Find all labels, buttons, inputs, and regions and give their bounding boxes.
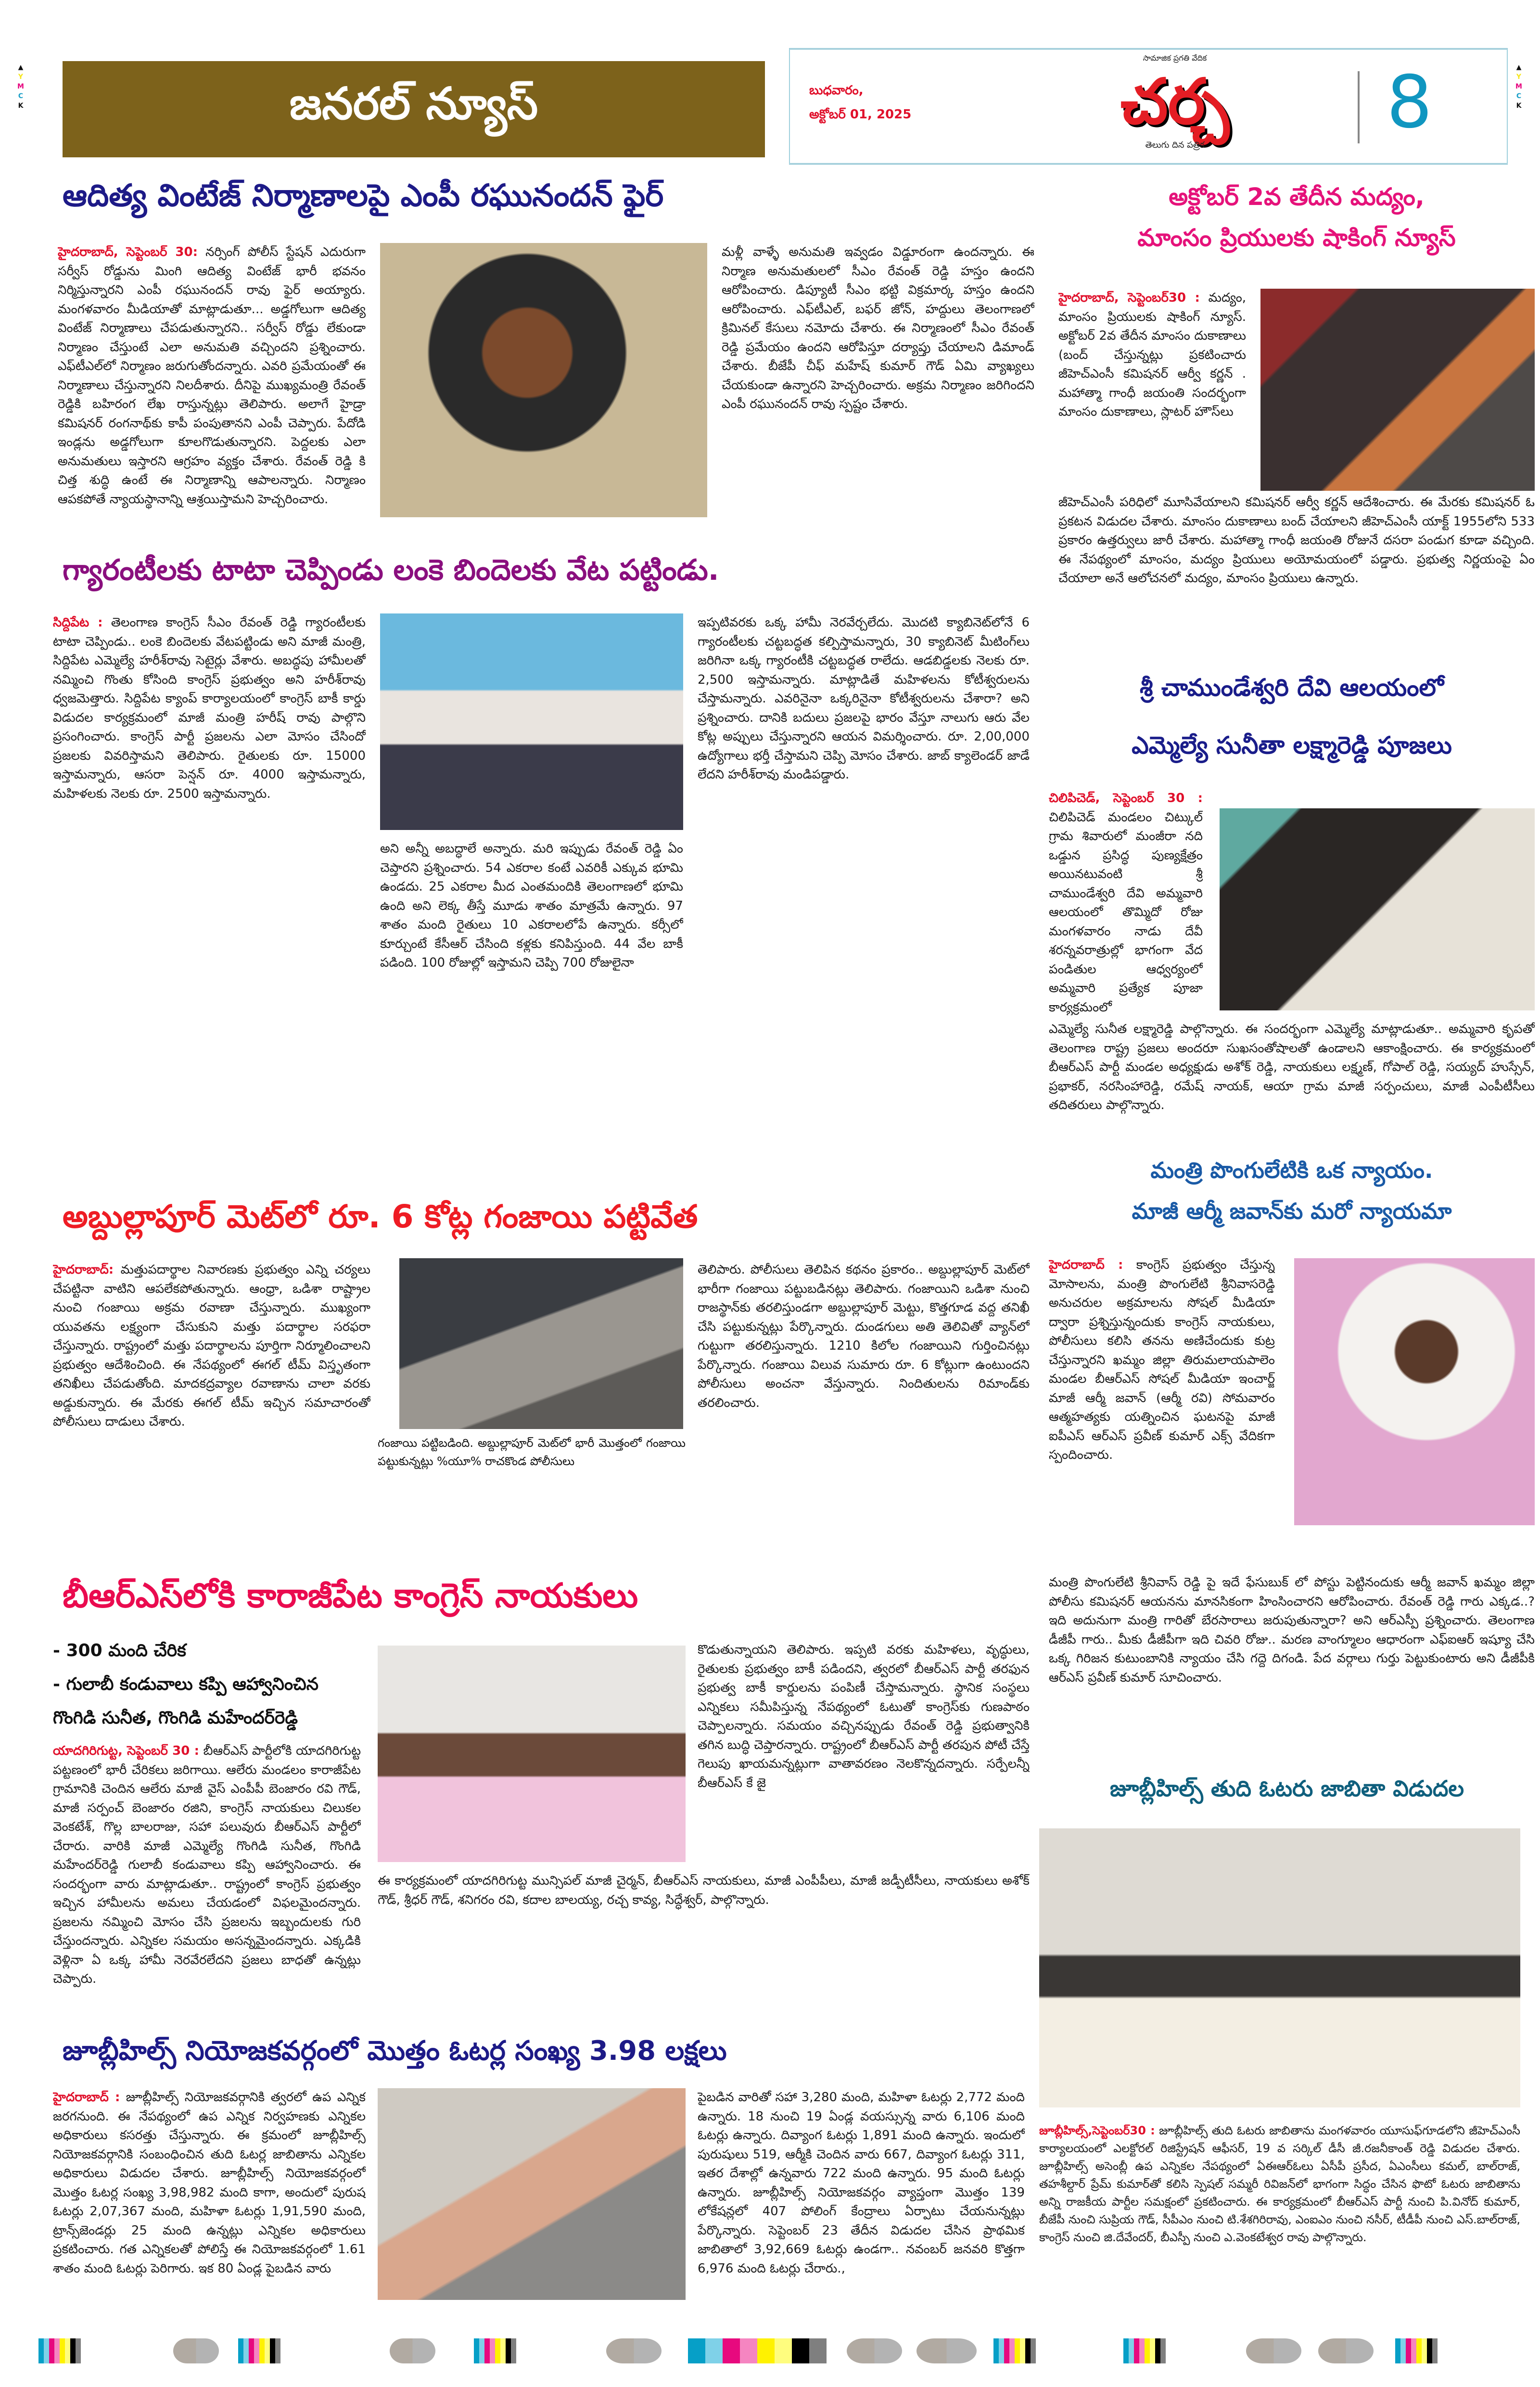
article-body <box>1049 789 1203 1015</box>
color-calibration-bar <box>1123 2338 1166 2363</box>
headline-jubilee-final-list: జూబ్లీహిల్స్ తుది ఓటరు జాబితా విడుదల <box>1110 1775 1464 1801</box>
article-text: పైబడిన వారితో సహా 3,280 మంది, మహిళా ఓటర్లు 2,772 మంది ఉన్నారు. 18 నుంచి 19 ఏండ్ల వయస్సున్న వారు 6,106 మంది ఓటర్లు ఉన్నారు. దివ్యాంగ ఓటర్లు 1,891 మంది ఉన్నారు. ఇందులో పురుషులు 519, ఆర్మీకి చెందిన వారు 667, దివ్యాంగ ఓటర్లు 311, ఇతర దేశాల్లో ఉన్నవారు 722 మంది ఉన్నారు. 95 మంది ఓటర్లు ఉన్నారు. జూబ్లీహిల్స్ నియోజకవర్గం వ్యాప్తంగా మొత్తం 139 లోకేషన్లలో 407 పోలింగ్ కేంద్రాలు ఏర్పాటు చేయనున్నట్లు పేర్కొన్నారు. సెప్టెంబర్ 23 తేదీన విడుదల చేసిన ప్రాథమిక జాబితాలో 3,92,669 ఓటర్లు ఉండగా.. నవంబర్ జనవరి కొత్తగా 6,976 మంది ఓటర్లు చేరారు., <box>698 2090 1025 2276</box>
dateline: హైదరాబాద్, సెప్టెంబర్ 30: <box>58 245 198 259</box>
article-body <box>698 1261 1030 1569</box>
article-text: చిలిపిచెడ్ మండలం చిట్కుల్ గ్రామ శివారులో మంజీరా నది ఒడ్డున ప్రసిద్ధ పుణ్యక్షేత్రం అయినటువంటి శ్రీ చాముండేశ్వరి దేవి అమ్మవారి ఆలయంలో తొమ్మిదో రోజు మంగళవారం నాడు దేవీ శరన్నవరాత్రుల్లో భాగంగా వేద పండితుల ఆధ్వర్యంలో అమ్మవారి ప్రత్యేక పూజా కార్యక్రమంలో <box>1049 810 1203 1015</box>
photo-caption: గంజాయి పట్టిబడింది. అబ్దుల్లాపూర్ మెట్‌లో భారీ మొత్తంలో గంజాయి పట్టుకున్నట్లు %యూ% రాచకొండ పోలీసులు <box>378 1436 686 1468</box>
article-body <box>378 1872 1030 2016</box>
logo-tagline: సామాజిక ప్రగతి వేదిక <box>1143 53 1207 63</box>
article-text: అని అన్నీ అబద్ధాలే అన్నారు. మరి ఇప్పుడు రేవంత్ రెడ్డి ఏం చెప్తారని ప్రశ్నించారు. 54 ఎకరాల కంటే ఎవరికీ ఎక్కువ భూమి ఉండదు. 25 ఎకరాల మీద ఎంతమందికి తెలంగాణలో భూమి ఉంది అని లెక్క తీస్తే మూడు శాతం మాత్రమే ఉన్నారు. 97 శాతం మంది రైతులు 10 ఎకరాలలోపే ఉన్నారు. కర్సీలో కూర్చుంటే కేసీఆర్ చేసింది కళ్లకు కనిపిస్తుంది. 44 వేల బాకీ పడింది. 100 రోజుల్లో ఇస్తామని చెప్పి 700 రోజులైనా <box>380 842 683 970</box>
article-body <box>1049 1020 1535 1150</box>
highlight-bullet: - 300 మంది చేరిక <box>53 1641 186 1660</box>
gray-patch <box>1246 2338 1301 2363</box>
article-body <box>698 2088 1025 2300</box>
registration-mark-left: ▲ Y M C K <box>17 64 24 110</box>
headline-karajipeta: బీఆర్ఎస్‌లోకి కారాజీపేట కాంగ్రెస్ నాయకులు <box>63 1576 638 1615</box>
headline-october-2-line2: మాంసం ప్రియులకు షాకింగ్ న్యూస్ <box>1137 224 1456 252</box>
photo-party-joining <box>378 1646 686 1862</box>
dateline: హైదరాబాద్ : <box>1049 1258 1123 1272</box>
logo-group <box>1040 53 1310 159</box>
article-text: మళ్లీ వాళ్ళే అనుమతి ఇవ్వడం విడ్డూరంగా ఉందన్నారు. ఈ నిర్మాణ అనుమతులలో సీఎం రేవంత్ రెడ్డి హస్తం ఉందని ఆరోపించారు. డిప్యూటీ సీఎం భట్టి విక్రమార్క హస్తం ఉందని ఆరోపించారు. ఎఫ్‌టీఎల్‌, బఫర్ జోన్, హద్దులు తెలంగాణలో క్రిమినల్ కేసులు నమోదు చేశారు. ఈ నిర్మాణంలో సీఎం రేవంత్ రెడ్డి ప్రమేయం ఉందని ఆరోపిస్తూ దర్యాప్తు చేయాలని డిమాండ్ చేశారు. బీజేపీ చీఫ్ మహేష్ కుమార్ గౌడ్ ఏమి వ్యాఖ్యలు చేయకుండా ఉన్నారని హెచ్చరించారు. అక్రమ నిర్మాణం జరిగిందని ఎంపీ రఘునందన్ రావు స్పష్టం చేశారు. <box>722 245 1034 411</box>
article-body <box>53 1742 361 2011</box>
article-text: కొడుతున్నాయని తెలిపారు. ఇప్పటి వరకు మహిళలు, వృద్ధులు, రైతులకు ప్రభుత్వం బాకీ పడిందని, త్వరలో బీఆర్ఎస్ పార్టీ తరఫున ప్రభుత్వ బాకీ కార్డులను పంపిణీ చేస్తామన్నారు. స్థానిక సంస్థలు ఎన్నికలు సమీపిస్తున్న నేపథ్యంలో ఓటుతో కాంగ్రెస్‌కు గుణపాఠం చెప్పాలన్నారు. సమయం వచ్చినప్పుడు రేవంత్ రెడ్డి ప్రభుత్వానికి తగిన బుద్ధి చెప్తారన్నారు. రాష్ట్రంలో బీఆర్ఎస్ పార్టీ తరపున పోటీ చేస్తే గెలుపు ఖాయమన్నట్లుగా వాతావరణం నెలకొన్నదన్నారు. సర్పేలన్నీ బీఆర్ఎస్ కే జై <box>698 1643 1030 1790</box>
article-text: బీఆర్ఎస్ పార్టీలోకి యాదగిరిగుట్ట పట్టణంలో భారీ చేరికలు జరిగాయి. ఆలేరు మండలం కారాజీపేట గ్రామానికి చెందిన ఆలేరు మాజీ వైస్ ఎంపీపీ బెంజారం రవి గౌడ్, మాజీ సర్పంచ్ బెంజారం రజిని, కాంగ్రెస్ నాయకులు చిలుకల వెంకటేశ్, గొల్ల బాలరాజు, సహా పలువురు బీఆర్ఎస్ పార్టీలో చేరారు. వారికి మాజీ ఎమ్మెల్యే గొంగిడి సునీత, గొంగిడి మహేందర్‌రెడ్డి గులాబీ కండువాలు కప్పి ఆహ్వానించారు. ఈ సందర్భంగా వారు మాట్లాడుతూ.. రాష్ట్రంలో కాంగ్రెస్ ప్రభుత్వం ఇచ్చిన హామీలను అమలు చేయడంలో విఫలమైందన్నారు. ప్రజలను నమ్మించి మోసం చేసి ప్రజలను ఇబ్బందులకు గురి చేస్తుందన్నారు. ఎన్నికల సమయం అసన్నమైందన్నారు. ఎక్కడికి వెళ్లినా ఏ ఒక్క హామీ నెరవేరలేదని ప్రజలు బాధతో ఉన్నట్లు చెప్పారు. <box>53 1744 361 1986</box>
issue-date <box>809 78 954 127</box>
page-number: 8 <box>1387 61 1433 144</box>
headline-chamundeswari-line1: శ్రీ చాముండేశ్వరి దేవి ఆలయంలో <box>1139 674 1444 702</box>
photo-temple-puja <box>1220 808 1535 1010</box>
divider <box>1358 71 1360 143</box>
headline-abdullapurmet: అబ్దుల్లాపూర్ మెట్‌లో రూ. 6 కోట్ల గంజాయి పట్టివేత <box>63 1198 698 1235</box>
article-body <box>1049 1256 1275 1564</box>
color-calibration-bar <box>238 2338 280 2363</box>
newspaper-logo: చర్చ <box>1120 65 1230 138</box>
article-body <box>58 243 366 517</box>
article-text: నర్సింగ్ పోలీస్ స్టేషన్ ఎదురుగా సర్వీస్ రోడ్డును మింగి ఆదిత్య వింటేజ్ భారీ భవనం నిర్మిస్తున్నారని ఎంపీ రఘునందన్ రావు ఫైర్ అయ్యారు. మంగళవారం మీడియాతో మాట్లాడుతూ... అడ్డగోలుగా ఆదిత్య వింటేజ్ నిర్మాణాలు చేపడుతున్నారని.. సర్వీస్ రోడ్డు లేకుండా నిర్మాణం చేస్తుంటే ఎలా అనుమతి వచ్చిందని ప్రశ్నించారు. ఎఫ్‌టీఎల్‌లో నిర్మాణం జరుగుతోందన్నారు. ఎవరి ప్రమేయంతో ఈ నిర్మాణాలు చేస్తున్నారని నిలదీశారు. దీనిపై ముఖ్యమంత్రి రేవంత్ రెడ్డికి బహిరంగ లేఖ రాస్తున్నట్లు తెలిపారు. అలాగే హైడ్రా కమిషనర్ రంగనాథ్‌కు కాపీ పంపుతానని ఎంపీ చెప్పారు. పేదోడి ఇండ్లను అడ్డగోలుగా కూలగొడుతున్నారని. పెద్దలకు ఎలా అనుమతులు ఇస్తారని ఆగ్రహం వ్యక్తం చేశారు. రేవంత్ రెడ్డి కి చిత్త శుద్ధి ఉంటే ఈ నిర్మాణాన్ని ఆపాలన్నారు. నిర్మాణం ఆపకపోతే న్యాయస్థానాన్ని ఆశ్రయిస్తామని హెచ్చరించారు. <box>58 245 366 507</box>
gray-patch <box>1318 2338 1374 2363</box>
issue-day: బుధవారం, <box>809 83 864 98</box>
article-body <box>722 243 1034 517</box>
highlight-bullet: గొంగిడి సునీత, గొంగిడి మహేందర్‌రెడ్డి <box>53 1708 298 1728</box>
gray-patch <box>390 2338 435 2363</box>
dateline: హైదరాబాద్, సెప్టెంబర్30 : <box>1058 291 1200 305</box>
dateline: హైదరాబాద్ : <box>53 2090 120 2105</box>
article-text: మంత్రి పొంగులేటి శ్రీనివాస్ రెడ్డి పై ఇదే ఫేసుబుక్ లో పోస్టు పెట్టినందుకు ఆర్మీ జవాన్ ఖమ్మం జిల్లా పోలీసు కమిషనర్ ఆయనను మానసికంగా హింసించారని ఆరోపించారు. రేవంత్ రెడ్డి గారు ఎక్కడ..? ఇది అదునుగా మంత్రి గారితో బేరసారాలు జరుపుతున్నారా? అని ఆర్ఎస్పీ ప్రశ్నించారు. తెలంగాణ డీజీపీ గారు.. మీకు డీజీపీగా ఇది చివరి రోజు.. మరణ వాంగ్మూలం ఆధారంగా ఎఫ్ఐఆర్ ఇష్యూ చేసి ఒక్క గిరిజన కుటుంబానికి న్యాయం చేసి గద్దె దిగండి. పేద వర్గాలు గుర్తు పెట్టుకుంటారు అని డీజీపీకి ఆర్ఎస్ ప్రవీణ్ కుమార్ సూచించారు. <box>1049 1575 1535 1685</box>
section-title: జనరల్ న్యూస్ <box>289 78 538 129</box>
photo-mp-raghunandan <box>380 243 707 517</box>
article-body <box>1039 2122 1520 2283</box>
headline-aditya-vintage: ఆదిత్య వింటేజ్ నిర్మాణాలపై ఎంపీ రఘునందన్ ఫైర్ <box>63 178 664 214</box>
issue-date-text: అక్టోబర్ 01, 2025 <box>809 107 912 122</box>
dateline: హైదరాబాద్: <box>53 1263 114 1277</box>
color-calibration-bar <box>38 2338 81 2363</box>
color-calibration-bar <box>993 2338 1036 2363</box>
gray-patch <box>173 2338 219 2363</box>
article-text: మత్తుపదార్థాల నివారణకు ప్రభుత్వం ఎన్ని చర్యలు చేపట్టినా వాటిని ఆపలేకపోతున్నారు. ఆంధ్రా, ఒడిశా రాష్ట్రాల నుంచి గంజాయి అక్రమ రవాణా చేస్తున్నారు. ముఖ్యంగా యువతను లక్ష్యంగా చేసుకుని మత్తు పదార్థాల సరఫరా చేస్తున్నారు. రాష్ట్రంలో మత్తు పదార్థాలను పూర్తిగా నిర్మూలించాలని ప్రభుత్వం ఆదేశించింది. ఈ నేపథ్యంలో ఈగల్ టీమ్ విస్తృతంగా తనిఖీలు చేపడుతోంది. మాదకద్రవ్యాల రవాణాను చాలా వరకు అడ్డుకున్నారు. ఈ మేరకు ఈగల్ టీమ్ ఇచ్చిన సమాచారంతో పోలీసులు దాడులు చేశారు. <box>53 1263 370 1429</box>
article-text: ఎమ్మెల్యే సునీత లక్ష్మారెడ్డి పాల్గొన్నారు. ఈ సందర్భంగా ఎమ్మెల్యే మాట్లాడుతూ.. అమ్మవారి కృపతో తెలంగాణ రాష్ట్ర ప్రజలు అందరూ సుఖసంతోషాలతో ఉండాలని ఆకాంక్షించారు. ఈ కార్యక్రమంలో బీఆర్ఎస్ పార్టీ మండల అధ్యక్షుడు అశోక్ రెడ్డి, నాయకులు లక్ష్మణ్, గోపాల్ రెడ్డి, సయ్యద్ హుస్సేన్, ప్రభాకర్, నరసింహారెడ్డి, రమేష్ నాయక్, ఆయా గ్రామ మాజీ సర్పంచులు, మాజీ ఎంపీటీసీలు తదితరులు పాల్గొన్నారు. <box>1049 1022 1535 1112</box>
highlight-bullet: - గులాబీ కండువాలు కప్పి ఆహ్వానించిన <box>53 1674 319 1694</box>
dateline: యాదగిరిగుట్ట, సెప్టెంబర్ 30 : <box>53 1744 200 1758</box>
headline-guarantees: గ్యారంటీలకు టాటా చెప్పిండు లంకె బిందెలకు వేట పట్టిండు. <box>63 553 719 587</box>
article-body <box>698 1641 1030 1862</box>
section-banner <box>63 61 765 157</box>
article-text: ఈ కార్యక్రమంలో యాదగిరిగుట్ట మున్సిపల్ మాజీ చైర్మన్, బీఆర్ఎస్ నాయకులు, మాజీ ఎంపీపీలు, మాజీ జడ్పీటీసీలు, నాయకులు అశోక్ గౌడ్, శ్రీధర్ గౌడ్, శనిగరం రవి, కదాల బాలయ్య, రచ్చ కావ్య, సిద్ధేశ్వర్, పాల్గొన్నారు. <box>378 1874 1030 1907</box>
article-body <box>1058 493 1535 652</box>
article-body <box>1049 1573 1535 1763</box>
headline-jubilee-voters: జూబ్లీహిల్స్ నియోజకవర్గంలో మొత్తం ఓటర్ల సంఖ్య 3.98 లక్షలు <box>63 2035 727 2067</box>
article-text: కాంగ్రెస్ ప్రభుత్వం చేస్తున్న మోసాలను, మంత్రి పొంగులేటి శ్రీనివాసరెడ్డి అనుచరుల అక్రమాలను సోషల్ మీడియా ద్వారా ప్రశ్నిస్తున్నందుకు కాంగ్రెస్ నాయకులు, పోలీసులు కలిసి తనను అణిచేందుకు కుట్ర చేస్తున్నారని ఖమ్మం జిల్లా తిరుమలాయపాలెం మండల బీఆర్ఎస్ సోషల్ మీడియా ఇంచార్జ్ మాజీ ఆర్మీ జవాన్ (ఆర్మీ రవి) సోమవారం ఆత్మహత్యకు యత్నించిన ఘటనపై మాజీ ఐపీఎస్ ఆర్ఎస్ ప్రవీణ్ కుమార్ ఎక్స్ వేదికగా స్పందించారు. <box>1049 1258 1275 1462</box>
headline-ponguleti-line2: మాజీ ఆర్మీ జవాన్‌కు మరో న్యాయమా <box>1132 1198 1452 1224</box>
article-body <box>1058 289 1246 486</box>
color-calibration-bar <box>1395 2338 1438 2363</box>
gray-patch <box>847 2338 902 2363</box>
registration-mark-right: ▲ Y M C K <box>1515 64 1522 110</box>
article-text: తెలంగాణ కాంగ్రెస్ సీఎం రేవంత్ రెడ్డి గ్యారంటీలకు టాటా చెప్పిండు.. లంకె బిందెలకు వేటపట్టిండు అని మాజీ మంత్రి, సిద్దిపేట ఎమ్మెల్యే హరీశ్‌రావు సెటైర్లు వేశారు. అబద్ధపు హామీలతో నమ్మించి గొంతు కోసింది కాంగ్రెస్ ప్రభుత్వం అని హరీశ్‌రావు ధ్వజమెత్తారు. సిద్దిపేట క్యాంప్ కార్యాలయంలో కాంగ్రెస్ బాకీ కార్డు విడుదల కార్యక్రమంలో మాజీ మంత్రి హరీష్ రావు పాల్గొని ప్రసంగించారు. కాంగ్రెస్ పార్టీ ప్రజలను ఎలా మోసం చేసిందో ప్రజలకు వివరిస్తామని తెలిపారు. రైతులకు రూ. 15000 ఇస్తామన్నారు, ఆసరా పెన్షన్ రూ. 4000 ఇస్తామన్నారు, మహిళలకు నెలకు రూ. 2500 ఇస్తామన్నారు. <box>53 615 366 801</box>
photo-meat-shop-closed <box>1260 289 1535 491</box>
article-text: తెలిపారు. పోలీసులు తెలిపిన కథనం ప్రకారం.. అబ్దుల్లాపూర్ మెట్‌లో భారీగా గంజాయి పట్టుబడినట్లు తెలిపారు. గంజాయిని ఒడిశా నుంచి రాజస్థాన్‌కు తరలిస్తుండగా అబ్దుల్లాపూర్ మెట్టు, కొత్తగూడ వద్ద తనిఖీ చేసి పట్టుకున్నట్లు పేర్కొన్నారు. దుండగులు అతి తెలివితో వ్యాన్‌లో గుట్టుగా తరలిస్తున్నారు. 1210 కిలోల గంజాయిని గుర్తించినట్లు పేర్కొన్నారు. గంజాయి విలువ సుమారు రూ. 6 కోట్లుగా ఉంటుందని పోలీసులు అంచనా వేస్తున్నారు. నిందితులను రిమాండ్‌కు తరలించారు. <box>698 1263 1030 1410</box>
headline-ponguleti-line1: మంత్రి పొంగులేటికి ఒక న్యాయం. <box>1150 1157 1433 1183</box>
photo-voter-list-check <box>378 2088 686 2300</box>
article-body <box>698 613 1030 1167</box>
article-text: జీహెచ్‌ఎంసీ పరిధిలో మూసివేయాలని కమిషనర్ ఆర్వీ కర్ణన్ ఆదేశించారు. ఈ మేరకు కమిషనర్ ఓ ప్రకటన విడుదల చేశారు. మాంసం దుకాణాలు బంద్ చేయాలని జీహెచ్‌ఎంసీ యాక్ట్ 1955లోని 533 ప్రకారం ఉత్తర్వులు జారీ చేశారు. మహాత్మా గాంధీ జయంతి రోజునే దసరా పండుగ కూడా వచ్చింది. ఈ నేపథ్యంలో మాంసం, మద్యం ప్రియులు అయోమయంలో పడ్డారు. ప్రభుత్వ నిర్ణయంపై ఏం చేయాలా అనే ఆలోచనలో మద్యం, మాంసం ప్రియులు ఉన్నారు. <box>1058 495 1535 586</box>
headline-chamundeswari-line2: ఎమ్మెల్యే సునీతా లక్ష్మారెడ్డి పూజలు <box>1132 731 1452 759</box>
article-text: మద్యం, మాంసం ప్రియులకు షాకింగ్ న్యూస్. అక్టోబర్ 2వ తేదీన మాంసం దుకాణాలు (బంద్ చేస్తున్నట్లు ప్రకటించారు జీహెచ్‌ఎంసీ కమిషనర్ ఆర్వీ కర్ణన్ . మహాత్మా గాంధీ జయంతి సందర్భంగా మాంసం దుకాణాలు, స్లాటర్ హౌస్‌లు <box>1058 291 1246 419</box>
photo-rs-praveen-kumar <box>1294 1258 1535 1525</box>
gray-patch <box>606 2338 662 2363</box>
dateline: జూబ్లీహిల్స్,సెప్టెంబర్30 : <box>1039 2124 1155 2137</box>
color-calibration-bar <box>688 2338 827 2363</box>
article-body <box>53 1261 370 1569</box>
dateline: చిలిపిచెడ్, సెప్టెంబర్ 30 : <box>1049 791 1203 805</box>
headline-october-2-line1: అక్టోబర్ 2వ తేదీన మద్యం, <box>1169 183 1425 211</box>
article-text: ఇప్పటివరకు ఒక్క హామీ నెరవేర్చలేదు. మొదటి క్యాబినెట్‌లోనే 6 గ్యారంటీలకు చట్టబద్ధత కల్పిస్తామన్నారు, 30 క్యాబినెట్ మీటింగ్‌లు జరిగినా ఒక్క గ్యారంటీకి చట్టబద్ధత రాలేదు. ఆడబిడ్డలకు నెలకు రూ. 2,500 ఇస్తామన్నారు. మాట్లాడితే మహిళలను కోటీశ్వరులను చేస్తామన్నారు. ఎవరినైనా ఒక్కరినైనా కోటీశ్వరులను చేశారా? అని ప్రశ్నించారు. దానికి బదులు ప్రజలపై భారం వేస్తూ నాలుగు ఆరు వేల కోట్ల అప్పులు చేస్తున్నారని ఆయన విమర్శించారు. రూ. 2,00,000 ఉద్యోగాలు భర్తీ చేస్తామని చెప్పి మోసం చేశారు. జాబ్ క్యాలెండర్ జాడే లేదని హరీశ్‌రావు మండిపడ్డారు. <box>698 615 1030 782</box>
article-body <box>380 840 683 1167</box>
photo-seized-ganja <box>399 1258 683 1429</box>
color-calibration-bar <box>474 2338 516 2363</box>
logo-subtitle: తెలుగు దిన పత్రిక <box>1145 140 1205 150</box>
article-body <box>53 2088 366 2300</box>
newspaper-masthead <box>789 48 1508 165</box>
gray-patch <box>916 2338 977 2363</box>
article-text: జూబ్లీహిల్స్ తుది ఓటరు జాబితాను మంగళవారం యూసుఫ్‌గూడలోని జీహెచ్‌ఎంసీ కార్యాలయంలో ఎలక్టోరల్ రిజిస్ట్రేషన్ ఆఫీసర్, 19 వ సర్కిల్ డీసీ జీ.రజనీకాంత్ రెడ్డి విడుదల చేశారు. జూబ్లీహిల్స్ అసెంబ్లీ ఉప ఎన్నికల నేపథ్యంలో ఏఈఆర్‌ఓలు ఏసీపీ ప్రసీద, ఏఎంసీలు కమల్, బాల్‌రాజ్, తహశీల్దార్ ప్రేమ్ కుమార్‌తో కలిసి స్పెషల్ సమ్మరీ రివిజన్‌లో భాగంగా సిద్ధం చేసిన ఫొటో ఓటరు జాబితాను అన్ని రాజకీయ పార్టీల సమక్షంలో ప్రకటించారు. ఈ కార్యక్రమంలో బీఆర్ఎస్ పార్టీ నుంచి పి.వినోద్ కుమార్, బీజేపీ నుంచి సుప్రియ గౌడ్, సీపీఎం నుంచి టి.శేశగిరిరావు, ఎంఐఎం నుంచి నసీర్, టీడీపీ నుంచి ఎస్.బాల్‌రాజ్, కాంగ్రెస్ నుంచి జి.దేవేందర్, బీఎస్పీ నుంచి ఎ.వెంకటేశ్వర రావు పాల్గొన్నారు. <box>1039 2124 1520 2244</box>
photo-voter-list-release <box>1039 1828 1520 2107</box>
photo-harish-rao <box>380 613 683 830</box>
article-body <box>53 613 366 1167</box>
dateline: సిద్దిపేట : <box>53 615 103 630</box>
article-text: జూబ్లీహిల్స్ నియోజకవర్గానికి త్వరలో ఉప ఎన్నిక జరగనుంది. ఈ నేపథ్యంలో ఉప ఎన్నిక నిర్వహణకు ఎన్నికల అధికారులు కసరత్తు చేస్తున్నారు. ఈ క్రమంలో జూబ్లీహిల్స్ నియోజకవర్గానికి సంబంధించిన తుది ఓటర్ల జాబితాను ఎన్నికల అధికారులు విడుదల చేశారు. జూబ్లీహిల్స్ నియోజకవర్గంలో మొత్తం ఓటర్ల సంఖ్య 3,98,982 మంది కాగా, అందులో పురుష ఓటర్లు 2,07,367 మంది, మహిళా ఓటర్లు 1,91,590 మంది, ట్రాన్స్‌జెండర్లు 25 మంది ఉన్నట్లు ఎన్నికల అధికారులు ప్రకటించారు. గత ఎన్నికలతో పోలిస్తే ఈ నియోజకవర్గంలో 1.61 శాతం మంది ఓటర్లు పెరిగారు. ఇక 80 ఏండ్ల పైబడిన వారు <box>53 2090 366 2276</box>
